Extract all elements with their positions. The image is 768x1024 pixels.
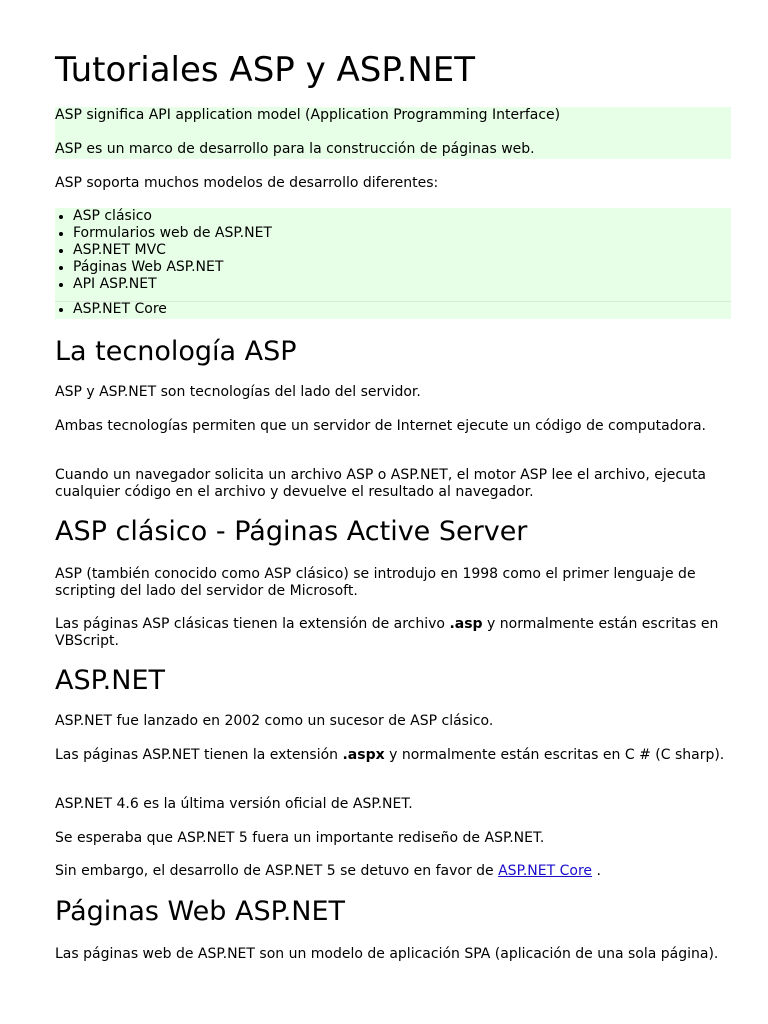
aspnet-core-link[interactable]: ASP.NET Core [498,863,593,879]
classic-paragraph-extension: Las páginas ASP clásicas tienen la extensión de archivo .asp y normalmente están escritas en VBScript. [55,616,719,649]
page-title: Tutoriales ASP y ASP.NET [55,50,476,90]
extension-asp: .asp [449,616,483,632]
section-heading-aspnet: ASP.NET [55,665,166,696]
classic-paragraph-history: ASP (también conocido como ASP clásico) se introdujo en 1998 como el primer lenguaje de scripting del lado del servidor de Microsoft. [55,566,696,599]
technology-paragraph-browser: Cuando un navegador solicita un archivo ASP o ASP.NET, el motor ASP lee el archivo, ejecuta cualquier código en el archivo y devuelve el resultado al navegador. [55,467,707,500]
intro-paragraph-framework: ASP es un marco de desarrollo para la construcción de páginas web. [55,141,535,157]
intro-paragraph-api: ASP significa API application model (Application Programming Interface) [55,107,561,123]
list-item: Páginas Web ASP.NET [55,259,731,276]
models-list-continued [55,301,731,318]
web-pages-paragraph-spa: Las páginas web de ASP.NET son un modelo de aplicación SPA (aplicación de una sola página). [55,946,719,962]
section-heading-classic-asp: ASP clásico - Páginas Active Server [55,516,528,547]
aspnet-paragraph-redesign: Se esperaba que ASP.NET 5 fuera un importante rediseño de ASP.NET. [55,830,545,846]
aspnet-paragraph-version: ASP.NET 4.6 es la última versión oficial de ASP.NET. [55,796,413,812]
technology-paragraph-execute: Ambas tecnologías permiten que un servidor de Internet ejecute un código de computadora. [55,418,706,434]
aspnet-paragraph-core: Sin embargo, el desarrollo de ASP.NET 5 se detuvo en favor de ASP.NET Core . [55,863,601,879]
technology-paragraph-server-side: ASP y ASP.NET son tecnologías del lado del servidor. [55,384,421,400]
extension-aspx: .aspx [342,747,385,763]
list-item: ASP clásico [55,208,731,225]
section-heading-web-pages: Páginas Web ASP.NET [55,896,346,927]
intro-paragraph-models: ASP soporta muchos modelos de desarrollo diferentes: [55,175,439,191]
list-item: Formularios web de ASP.NET [55,225,731,242]
list-item: API ASP.NET [55,276,731,293]
models-list [55,208,731,293]
aspnet-paragraph-launch: ASP.NET fue lanzado en 2002 como un sucesor de ASP clásico. [55,713,494,729]
section-heading-technology: La tecnología ASP [55,336,297,367]
list-item: ASP.NET Core [55,301,731,318]
list-item: ASP.NET MVC [55,242,731,259]
aspnet-paragraph-extension: Las páginas ASP.NET tienen la extensión .aspx y normalmente están escritas en C # (C sharp). [55,747,725,763]
